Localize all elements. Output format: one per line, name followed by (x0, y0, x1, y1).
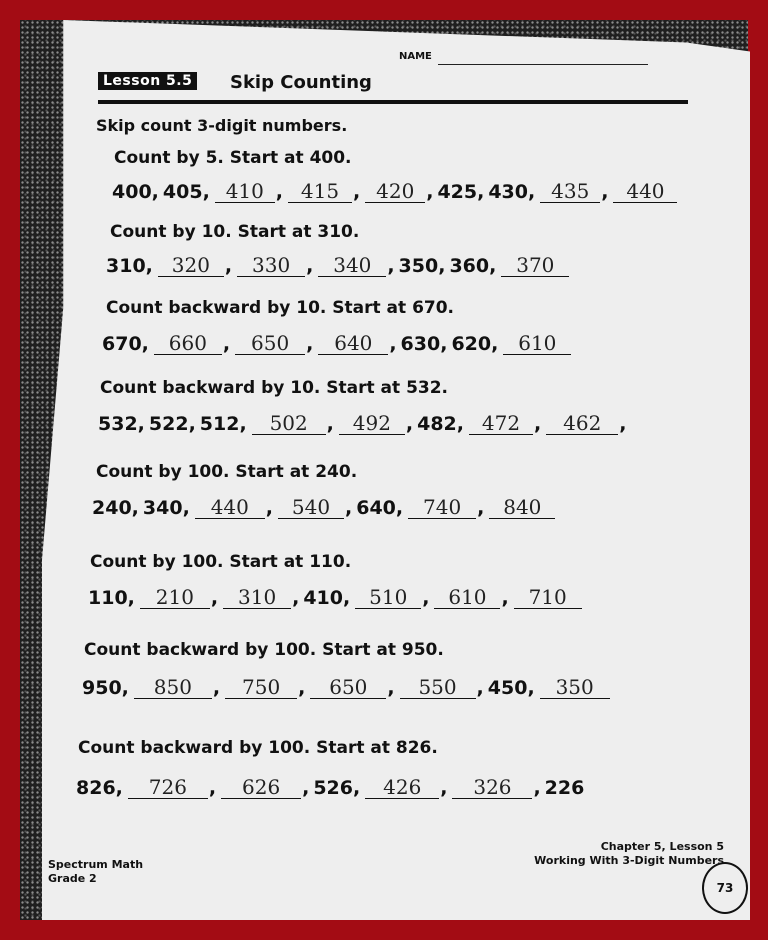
answer-blank[interactable]: 350 (540, 676, 610, 699)
answer-blank[interactable]: 330 (237, 254, 305, 277)
separator: , (145, 255, 153, 277)
answer-blank[interactable]: 492 (339, 412, 405, 435)
answer-blank[interactable]: 420 (365, 180, 425, 203)
number-sequence (76, 776, 584, 799)
answer-blank[interactable]: 660 (154, 332, 222, 355)
given-number: 430 (488, 181, 528, 203)
separator: , (292, 587, 300, 609)
answer-blank[interactable]: 410 (215, 180, 275, 203)
separator: , (476, 677, 484, 699)
given-number: 522 (148, 413, 189, 435)
separator: , (601, 181, 609, 203)
separator: , (345, 497, 353, 519)
exercise-prompt: Count by 100. Start at 110. (90, 552, 352, 572)
title-rule (98, 100, 688, 104)
answer-blank[interactable]: 840 (489, 496, 555, 519)
exercise-prompt: Count by 5. Start at 400. (114, 148, 352, 168)
separator: , (224, 255, 233, 277)
answer-blank[interactable]: 540 (278, 496, 344, 519)
separator: , (440, 777, 448, 799)
answer-blank[interactable]: 310 (223, 586, 291, 609)
given-number: 410 (303, 587, 343, 609)
given-number: 620 (451, 333, 492, 355)
separator: , (534, 413, 542, 435)
separator: , (477, 497, 485, 519)
answer-blank[interactable]: 610 (503, 332, 571, 355)
separator: , (306, 333, 314, 355)
given-number: 340 (142, 497, 183, 519)
separator: , (528, 181, 536, 203)
separator: , (222, 333, 231, 355)
separator: , (131, 497, 139, 519)
given-number: 526 (313, 777, 353, 799)
separator: , (188, 413, 196, 435)
name-label: NAME (399, 51, 432, 62)
answer-blank[interactable]: 550 (400, 676, 476, 699)
given-number: 630 (400, 333, 441, 355)
given-number: 640 (356, 497, 396, 519)
lesson-badge: Lesson 5.5 (98, 72, 197, 90)
separator: , (405, 413, 414, 435)
separator: , (353, 777, 361, 799)
footer-topic: Working With 3-Digit Numbers (534, 854, 724, 867)
separator: , (275, 181, 283, 203)
answer-blank[interactable]: 650 (235, 332, 305, 355)
separator: , (440, 333, 448, 355)
answer-blank[interactable]: 426 (365, 776, 439, 799)
exercise-prompt: Count by 10. Start at 310. (110, 222, 360, 242)
separator: , (456, 413, 464, 435)
given-number: 310 (106, 255, 146, 277)
number-sequence (92, 496, 556, 519)
answer-blank[interactable]: 440 (613, 180, 677, 203)
answer-blank[interactable]: 326 (452, 776, 532, 799)
given-number: 670 (102, 333, 142, 355)
separator: , (265, 497, 273, 519)
footer-right (534, 840, 724, 868)
answer-blank[interactable]: 320 (158, 254, 224, 277)
footer-left (48, 858, 143, 886)
given-number: 532 (98, 413, 138, 435)
number-sequence (106, 254, 570, 277)
separator: , (501, 587, 509, 609)
answer-blank[interactable]: 850 (134, 676, 212, 699)
given-number: 450 (487, 677, 528, 699)
given-number: 405 (162, 181, 203, 203)
separator: , (306, 255, 314, 277)
footer-chapter: Chapter 5, Lesson 5 (600, 840, 724, 853)
given-number: 950 (82, 677, 122, 699)
separator: , (208, 777, 217, 799)
separator: , (298, 677, 306, 699)
answer-blank[interactable]: 435 (540, 180, 600, 203)
separator: , (212, 677, 221, 699)
given-number: 226 (544, 777, 585, 799)
page-number: 73 (702, 862, 748, 914)
separator: , (353, 181, 361, 203)
answer-blank[interactable]: 440 (195, 496, 265, 519)
instruction: Skip count 3-digit numbers. (96, 116, 348, 135)
given-number: 350 (398, 255, 439, 277)
given-number: 482 (417, 413, 457, 435)
number-sequence (112, 180, 678, 203)
separator: , (491, 333, 499, 355)
answer-blank[interactable]: 650 (310, 676, 386, 699)
given-number: 512 (199, 413, 240, 435)
separator: , (438, 255, 446, 277)
given-number: 826 (76, 777, 116, 799)
separator: , (389, 333, 397, 355)
separator: , (387, 255, 395, 277)
separator: , (489, 255, 497, 277)
separator: , (477, 181, 485, 203)
answer-blank[interactable]: 640 (318, 332, 388, 355)
footer-book-title: Spectrum Math (48, 858, 144, 871)
number-sequence (102, 332, 572, 355)
footer-grade: Grade 2 (48, 872, 97, 885)
exercise-prompt: Count by 100. Start at 240. (96, 462, 358, 482)
exercise-prompt: Count backward by 100. Start at 826. (78, 738, 438, 758)
answer-blank[interactable]: 340 (318, 254, 386, 277)
separator: , (533, 777, 541, 799)
answer-blank[interactable]: 626 (221, 776, 301, 799)
given-number: 240 (92, 497, 132, 519)
answer-blank[interactable]: 472 (469, 412, 533, 435)
number-sequence (98, 412, 630, 435)
separator: , (302, 777, 310, 799)
separator: , (115, 777, 123, 799)
answer-blank[interactable]: 502 (252, 412, 326, 435)
separator: , (426, 181, 434, 203)
answer-blank[interactable]: 710 (514, 586, 582, 609)
separator: , (182, 497, 190, 519)
number-sequence (82, 676, 611, 699)
separator: , (343, 587, 351, 609)
separator: , (137, 413, 145, 435)
given-number: 360 (449, 255, 490, 277)
name-line (438, 64, 648, 65)
separator: , (239, 413, 247, 435)
separator: , (527, 677, 535, 699)
answer-blank[interactable]: 510 (355, 586, 421, 609)
given-number: 425 (437, 181, 478, 203)
separator: , (395, 497, 404, 519)
separator: , (326, 413, 334, 435)
separator: , (141, 333, 149, 355)
answer-blank[interactable]: 415 (288, 180, 352, 203)
exercise-prompt: Count backward by 10. Start at 670. (106, 298, 455, 318)
separator: , (127, 587, 135, 609)
answer-blank[interactable]: 750 (225, 676, 297, 699)
separator: , (151, 181, 159, 203)
separator: , (210, 587, 219, 609)
separator: , (619, 413, 627, 435)
answer-blank[interactable]: 740 (408, 496, 476, 519)
exercise-prompt: Count backward by 100. Start at 950. (84, 640, 444, 660)
given-number: 110 (88, 587, 128, 609)
separator: , (387, 677, 395, 699)
separator: , (202, 181, 210, 203)
separator: , (422, 587, 430, 609)
number-sequence (88, 586, 583, 609)
answer-blank[interactable]: 370 (501, 254, 569, 277)
given-number: 400 (112, 181, 152, 203)
answer-blank[interactable]: 726 (128, 776, 208, 799)
answer-blank[interactable]: 610 (434, 586, 500, 609)
answer-blank[interactable]: 462 (546, 412, 618, 435)
exercise-prompt: Count backward by 10. Start at 532. (100, 378, 449, 398)
lesson-title: Skip Counting (230, 72, 372, 93)
answer-blank[interactable]: 210 (140, 586, 210, 609)
separator: , (121, 677, 129, 699)
